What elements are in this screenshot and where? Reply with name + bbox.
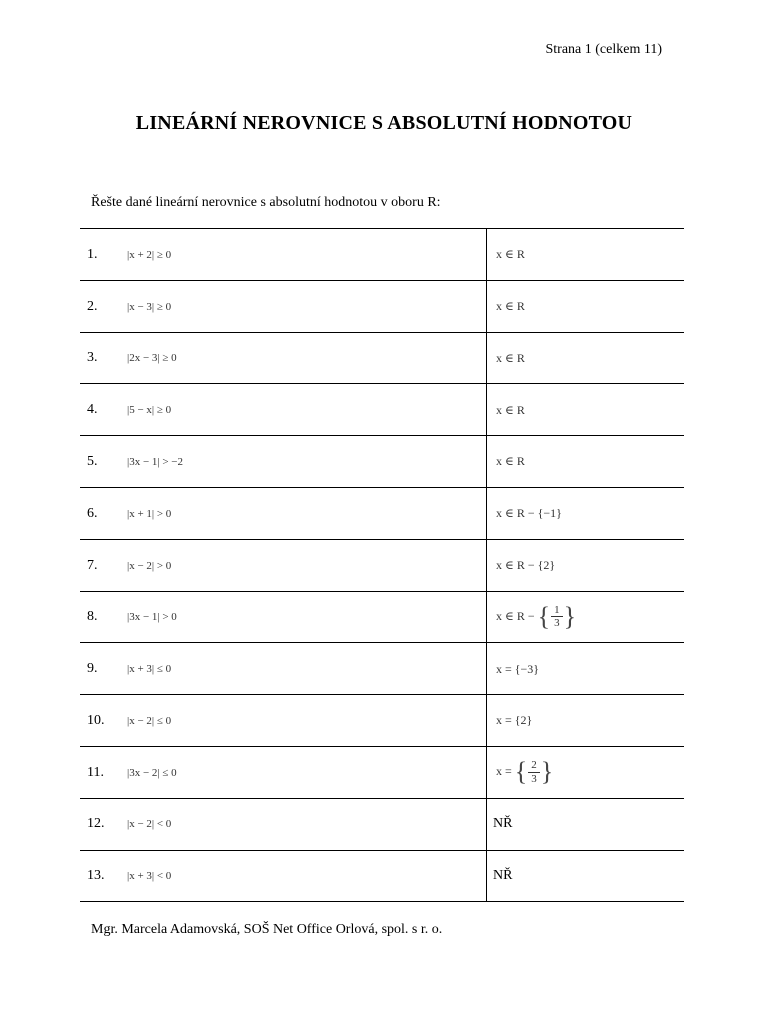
table-row — [80, 229, 684, 281]
fraction-numerator: 1 — [551, 604, 563, 618]
inequality: |5 − x| ≥ 0 — [127, 404, 172, 417]
problem-number: 9. — [87, 661, 98, 677]
table-row — [80, 332, 684, 384]
inequality: |x − 2| > 0 — [127, 559, 172, 572]
fraction — [528, 759, 540, 785]
inequality: |3x − 1| > −2 — [127, 455, 184, 468]
footer-author: Mgr. Marcela Adamovská, SOŠ Net Office Orlová, spol. s r. o. — [91, 922, 443, 937]
inequality: |x − 2| < 0 — [127, 818, 172, 831]
problem-cell — [80, 487, 487, 539]
solution: x ∈ R — [496, 350, 525, 365]
table-row — [80, 850, 684, 902]
table-row — [80, 384, 684, 436]
solution: x ∈ R — [496, 402, 525, 417]
solution: x ∈ R − {−1} — [496, 506, 562, 521]
fraction-numerator: 2 — [528, 759, 540, 773]
instruction-text: Řešte dané lineární nerovnice s absolutní hodnotou v oboru R: — [91, 195, 441, 210]
problem-cell — [80, 436, 487, 488]
problem-number: 8. — [87, 609, 98, 625]
problem-cell — [80, 332, 487, 384]
table-row — [80, 487, 684, 539]
solution: x ∈ R — [496, 299, 525, 314]
solution-cell — [487, 436, 685, 488]
inequality: |3x − 2| ≤ 0 — [127, 766, 177, 779]
fraction-denominator: 3 — [531, 772, 537, 785]
inequality: |x + 3| ≤ 0 — [127, 663, 172, 676]
solution-prefix: x ∈ R − — [496, 608, 535, 623]
problem-cell — [80, 229, 487, 281]
table-row — [80, 643, 684, 695]
inequality: |x − 2| ≤ 0 — [127, 714, 172, 727]
problem-cell — [80, 384, 487, 436]
problem-number: 5. — [87, 453, 98, 469]
problem-cell — [80, 591, 487, 643]
solution: x = {2} — [496, 713, 533, 728]
problem-cell — [80, 798, 487, 850]
problem-number: 2. — [87, 298, 98, 314]
solution-cell — [487, 280, 685, 332]
table-row — [80, 798, 684, 850]
problem-cell — [80, 643, 487, 695]
solution: x ∈ R — [496, 454, 525, 469]
inequality: |2x − 3| ≥ 0 — [127, 352, 177, 365]
solution — [487, 602, 576, 632]
table-row — [80, 436, 684, 488]
problem-number: 1. — [87, 246, 98, 262]
table-row — [80, 591, 684, 643]
problem-number: 10. — [87, 712, 105, 728]
problem-number: 7. — [87, 557, 98, 573]
solution-prefix: x = — [496, 764, 512, 779]
solution-cell — [487, 850, 685, 902]
problem-number: 6. — [87, 505, 98, 521]
solution — [487, 757, 553, 787]
problem-number: 11. — [87, 764, 104, 780]
problem-cell — [80, 746, 487, 798]
solution: NŘ — [493, 868, 513, 884]
fraction — [551, 604, 563, 630]
solution-cell — [487, 487, 685, 539]
right-brace: } — [540, 757, 554, 787]
solution-cell — [487, 384, 685, 436]
inequality: |x + 1| > 0 — [127, 507, 172, 520]
problem-number: 3. — [87, 350, 98, 366]
solution: x ∈ R — [496, 247, 525, 262]
problem-number: 13. — [87, 868, 105, 884]
table-row — [80, 746, 684, 798]
table-row — [80, 280, 684, 332]
fraction-denominator: 3 — [554, 617, 560, 630]
problem-cell — [80, 539, 487, 591]
solution: NŘ — [493, 816, 513, 832]
solution-cell — [487, 332, 685, 384]
solution-cell — [487, 229, 685, 281]
solution-cell — [487, 695, 685, 747]
solution-cell — [487, 643, 685, 695]
problem-cell — [80, 850, 487, 902]
inequality: |x + 2| ≥ 0 — [127, 248, 172, 261]
table-row — [80, 695, 684, 747]
left-brace: { — [514, 757, 528, 787]
problem-cell — [80, 695, 487, 747]
inequality: |x − 3| ≥ 0 — [127, 300, 172, 313]
exercise-table — [80, 228, 684, 902]
inequality: |x + 3| < 0 — [127, 870, 172, 883]
problem-number: 12. — [87, 816, 105, 832]
problem-number: 4. — [87, 402, 98, 418]
solution-cell — [487, 539, 685, 591]
document-title: LINEÁRNÍ NEROVNICE S ABSOLUTNÍ HODNOTOU — [135, 112, 633, 134]
page-number: Strana 1 (celkem 11) — [545, 42, 662, 57]
right-brace: } — [563, 601, 577, 631]
solution: x ∈ R − {2} — [496, 558, 556, 572]
table-row — [80, 539, 684, 591]
left-brace: { — [537, 601, 551, 631]
problem-cell — [80, 280, 487, 332]
solution-cell — [487, 591, 685, 643]
solution-cell — [487, 746, 685, 798]
inequality: |3x − 1| > 0 — [127, 611, 177, 624]
solution: x = {−3} — [496, 661, 540, 676]
solution-cell — [487, 798, 685, 850]
